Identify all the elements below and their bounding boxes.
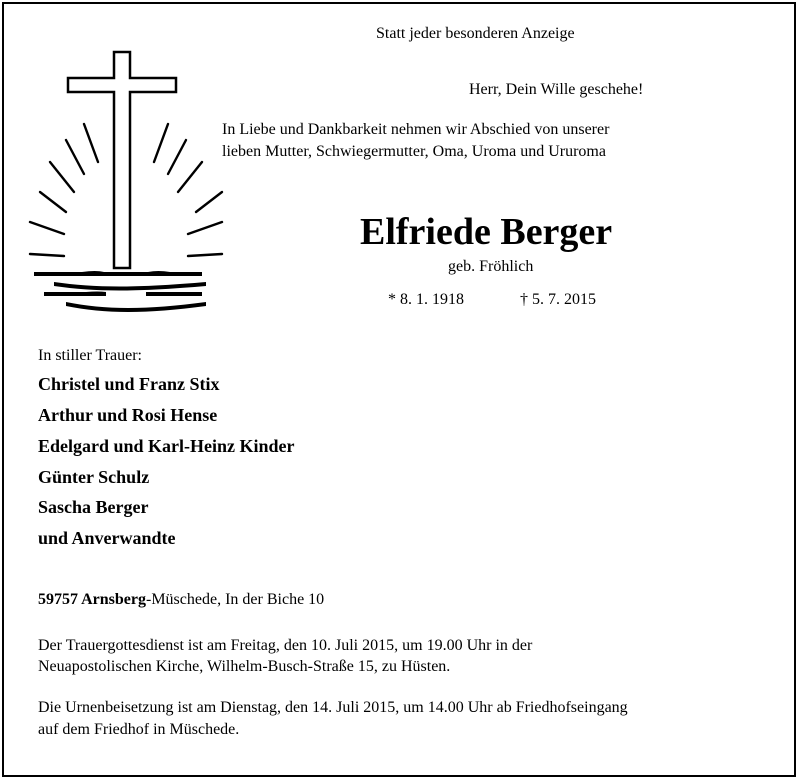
deceased-name: Elfriede Berger bbox=[360, 211, 613, 253]
burial-line-2: auf dem Friedhof in Müschede. bbox=[38, 721, 240, 738]
address-street: -Müschede, In der Biche 10 bbox=[146, 591, 325, 608]
cross-sunrise-icon bbox=[26, 44, 226, 314]
maiden-name: geb. Fröhlich bbox=[448, 258, 534, 275]
address bbox=[38, 590, 324, 610]
intro-line-2: lieben Mutter, Schwiegermutter, Oma, Uroma und Ururoma bbox=[222, 143, 606, 160]
mourner-name: Edelgard und Karl-Heinz Kinder bbox=[38, 436, 295, 456]
birth-date: * 8. 1. 1918 bbox=[388, 291, 464, 308]
motto: Herr, Dein Wille geschehe! bbox=[469, 81, 644, 98]
address-city: 59757 Arnsberg bbox=[38, 591, 146, 608]
mourner-name: Arthur und Rosi Hense bbox=[38, 405, 218, 425]
burial-line-1: Die Urnenbeisetzung ist am Dienstag, den 14. Juli 2015, um 14.00 Uhr ab Friedhofseingang bbox=[38, 699, 628, 716]
mourner-name: Günter Schulz bbox=[38, 467, 150, 487]
mourner-name: Christel und Franz Stix bbox=[38, 374, 220, 394]
mourner-name: Sascha Berger bbox=[38, 497, 149, 517]
mourners-heading: In stiller Trauer: bbox=[38, 347, 142, 364]
notice-heading: Statt jeder besonderen Anzeige bbox=[376, 25, 575, 42]
intro-line-1: In Liebe und Dankbarkeit nehmen wir Abschied von unserer bbox=[222, 121, 610, 138]
service-line-2: Neuapostolischen Kirche, Wilhelm-Busch-Straße 15, zu Hüsten. bbox=[38, 658, 451, 675]
death-date: † 5. 7. 2015 bbox=[520, 291, 596, 308]
mourner-name: und Anverwandte bbox=[38, 528, 176, 548]
service-line-1: Der Trauergottesdienst ist am Freitag, den 10. Juli 2015, um 19.00 Uhr in der bbox=[38, 637, 533, 654]
